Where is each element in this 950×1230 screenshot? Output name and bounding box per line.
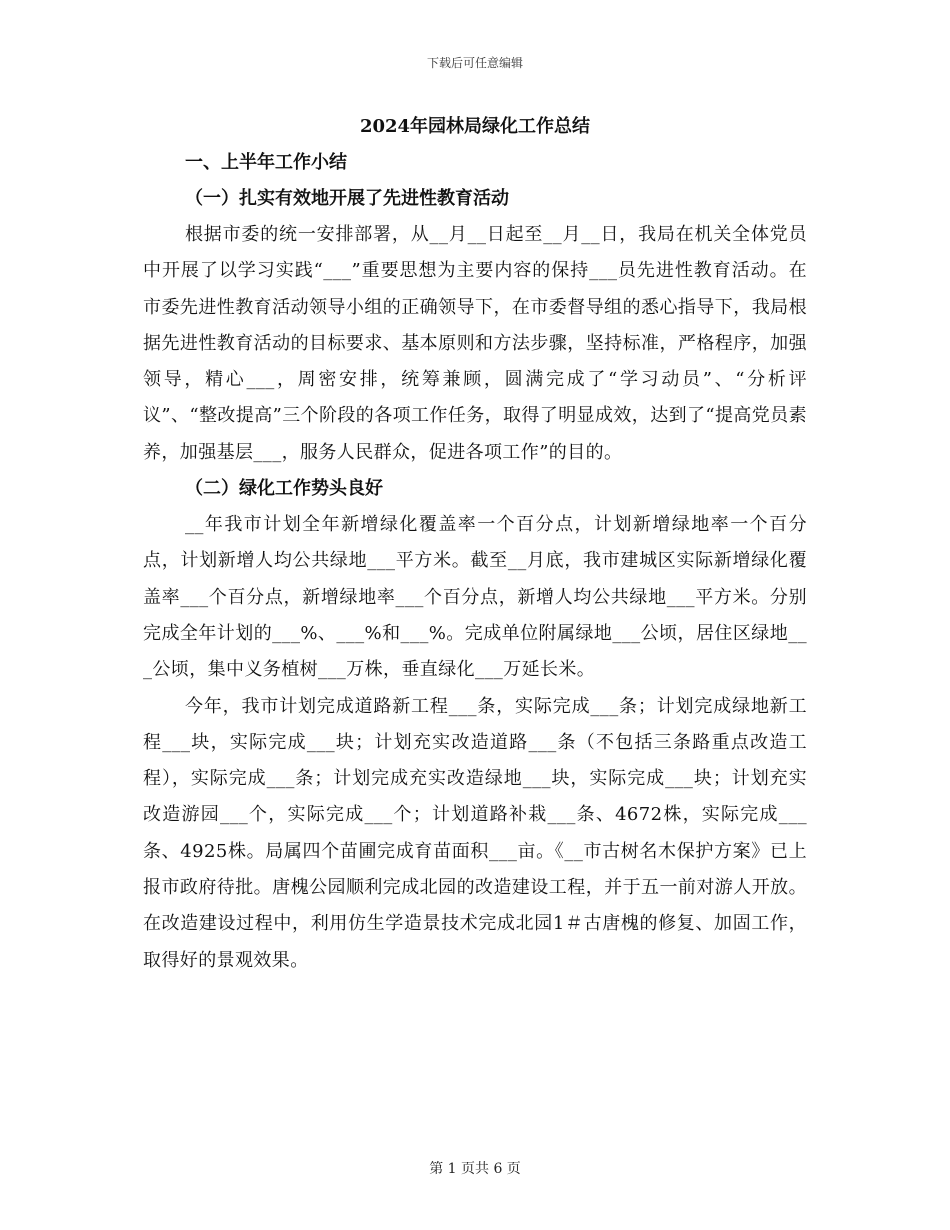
subsection-heading-2: （二）绿化工作势头良好	[185, 478, 383, 500]
page-footer: 第 1 页共 6 页	[429, 1161, 521, 1177]
paragraph-greening-rates: __年我市计划全年新增绿化覆盖率一个百分点，计划新增绿地率一个百分点，计划新增人均公共绿地___平方米。截至__月底，我市建城区实际新增绿化覆盖率___个百分点，新增绿地率___个百分点，新增人均公共绿地___平方米。分别完成全年计划的___%、___%和___%。完成单位附属绿地___公顷，居住区绿地___公顷，集中义务植树___万株，垂直绿化___万延长米。	[143, 514, 807, 681]
subsection-heading-1: （一）扎实有效地开展了先进性教育活动	[185, 188, 509, 209]
paragraph-greening-projects: 今年，我市计划完成道路新工程___条，实际完成___条；计划完成绿地新工程___块，实际完成___块；计划充实改造道路___条（不包括三条路重点改造工程），实际完成___条；计划完成充实改造绿地___块，实际完成___块；计划充实改造游园___个，实际完成___个；计划道路补栽___条、4672株，实际完成___条、4925株。局属四个苗圃完成育苗面积___亩。《__市古树名木保护方案》已上报市政府待批。唐槐公园顺利完成北园的改造建设工程，并于五一前对游人开放。在改造建设过程中，利用仿生学造景技术完成北园1＃古唐槐的修复、加固工作，取得好的景观效果。	[143, 695, 807, 971]
document-title: 2024年园林局绿化工作总结	[359, 116, 591, 137]
page-header-note: 下载后可任意编辑	[426, 56, 523, 70]
document-body	[143, 112, 807, 979]
paragraph-education-activity: 根据市委的统一安排部署，从__月__日起至__月__日，我局在机关全体党员中开展了以学习实践“___”重要思想为主要内容的保持___员先进性教育活动。在市委先进性教育活动领导小组的正确领导下，在市委督导组的悉心指导下，我局根据先进性教育活动的目标要求、基本原则和方法步骤，坚持标准，严格程序，加强领导，精心___，周密安排，统筹兼顾，圆满完成了“学习动员”、“分析评议”、“整改提高”三个阶段的各项工作任务，取得了明显成效，达到了“提高党员素养，加强基层___，服务人民群众，促进各项工作”的目的。	[143, 224, 808, 463]
section-heading-1: 一、上半年工作小结	[185, 152, 347, 173]
